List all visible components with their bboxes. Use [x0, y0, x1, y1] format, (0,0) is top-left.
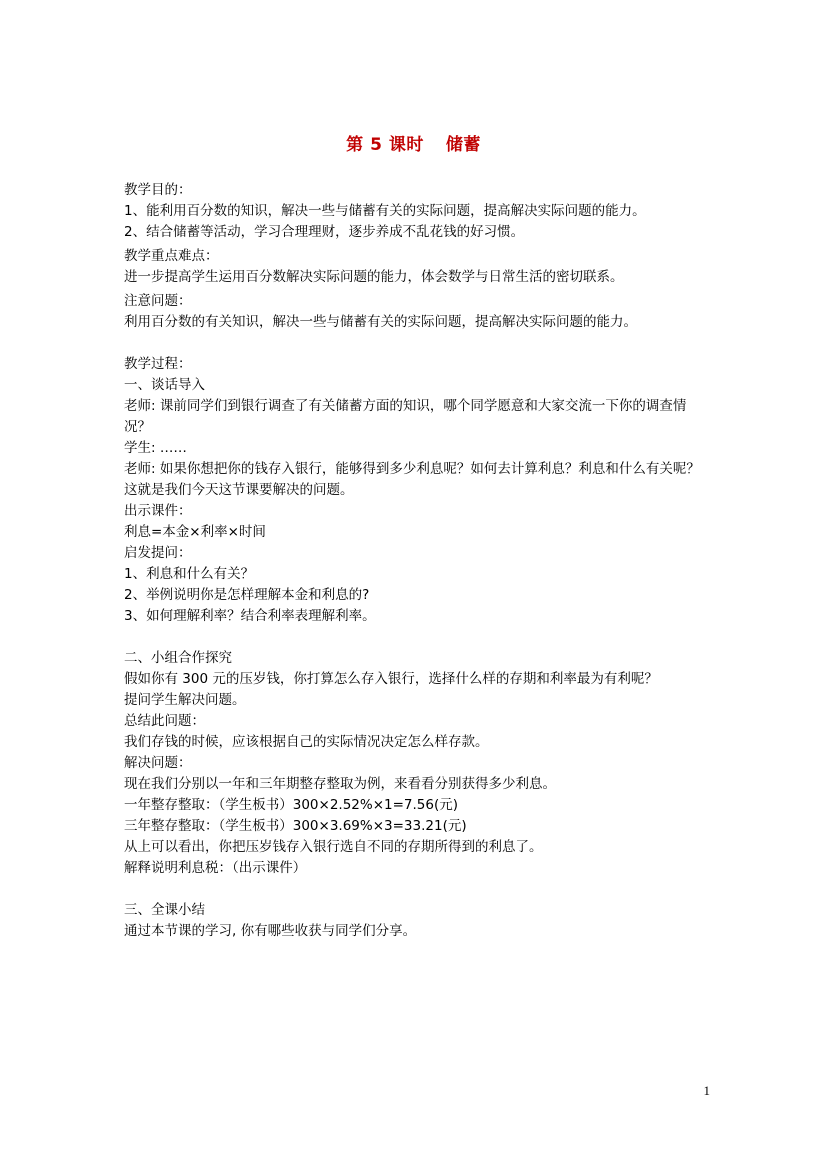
section-heading-key-points: 教学重点难点：	[124, 248, 219, 264]
page-number: 1	[703, 1083, 710, 1098]
question-item-1: 1、利息和什么有关？	[124, 566, 255, 582]
section-heading-process: 教学过程：	[124, 356, 192, 372]
scenario-question: 假如你有 300 元的压岁钱，你打算怎么存入银行，选择什么样的存期和利率最为有利呢？	[124, 671, 658, 687]
conclusion-text: 从上可以看出，你把压岁钱存入银行选自不同的存期所得到的利息了。	[124, 839, 543, 855]
summary-closing-text: 通过本节课的学习, 你有哪些收获与同学们分享。	[124, 923, 417, 939]
lesson-topic: 储蓄	[445, 135, 481, 155]
teacher-line-1: 老师: 课前同学们到银行调查了有关储蓄方面的知识，哪个同学愿意和大家交流一下你的调查情况？	[124, 398, 687, 435]
solve-intro-text: 现在我们分别以一年和三年期整存整取为例，来看看分别获得多少利息。	[124, 776, 556, 792]
three-year-calculation: 三年整存整取：（学生板书）300×3.69%×3=33.21(元)	[124, 818, 467, 834]
solve-label: 解决问题：	[124, 755, 192, 771]
lesson-body	[124, 180, 709, 942]
notes-text: 利用百分数的有关知识，解决一些与储蓄有关的实际问题，提高解决实际问题的能力。	[124, 314, 637, 330]
objective-item-1: 1、能利用百分数的知识，解决一些与储蓄有关的实际问题，提高解决实际问题的能力。	[124, 203, 646, 219]
key-points-text: 进一步提高学生运用百分数解决实际问题的能力，体会数学与日常生活的密切联系。	[124, 269, 624, 285]
lesson-number: 第 5 课时	[346, 135, 424, 155]
part-heading-summary: 三、全课小结	[124, 902, 205, 918]
question-item-2: 2、举例说明你是怎样理解本金和利息的?	[124, 587, 370, 603]
prompt-questions-label: 启发提问：	[124, 545, 192, 561]
teacher-line-2: 老师: 如果你想把你的钱存入银行，能够得到多少利息呢？如何去计算利息？利息和什么有关呢？这就是我们今天这节课要解决的问题。	[124, 461, 700, 498]
lesson-title	[0, 130, 827, 155]
part-heading-intro: 一、谈话导入	[124, 377, 205, 393]
show-courseware-label: 出示课件：	[124, 503, 192, 519]
one-year-calculation: 一年整存整取：（学生板书）300×2.52%×1=7.56(元)	[124, 797, 459, 813]
section-heading-objectives: 教学目的：	[124, 182, 192, 198]
part-heading-group-work: 二、小组合作探究	[124, 650, 232, 666]
objective-item-2: 2、结合储蓄等活动，学习合理理财，逐步养成不乱花钱的好习惯。	[124, 224, 525, 240]
section-heading-notes: 注意问题：	[124, 293, 192, 309]
summary-text: 我们存钱的时候，应该根据自己的实际情况决定怎么样存款。	[124, 734, 489, 750]
summary-label: 总结此问题：	[124, 713, 205, 729]
interest-formula: 利息=本金×利率×时间	[124, 524, 266, 540]
question-item-3: 3、如何理解利率？结合利率表理解利率。	[124, 608, 376, 624]
student-line: 学生: ……	[124, 440, 187, 456]
ask-students-text: 提问学生解决问题。	[124, 692, 246, 708]
interest-tax-text: 解释说明利息税：（出示课件）	[124, 860, 307, 876]
